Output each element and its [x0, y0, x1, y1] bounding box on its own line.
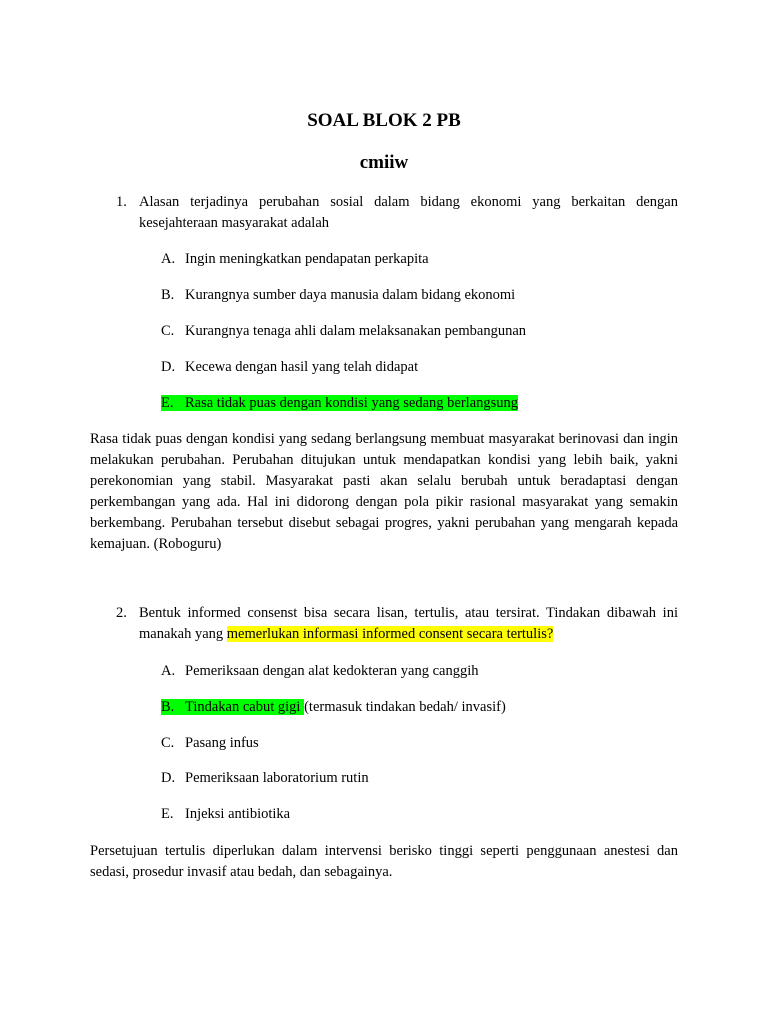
question-number: 1. — [116, 194, 127, 210]
answer-highlight — [161, 395, 518, 411]
option-text: Pemeriksaan laboratorium rutin — [185, 770, 369, 786]
option-a — [161, 249, 429, 270]
option-letter: C. — [161, 323, 175, 339]
option-letter: A. — [161, 251, 176, 267]
option-b-answer — [161, 697, 506, 718]
question-number: 2. — [116, 605, 127, 621]
document-title: SOAL BLOK 2 PB — [307, 110, 461, 131]
explanation-2: Persetujuan tertulis diperlukan dalam intervensi berisko tinggi seperti penggunaan anestesi dan sedasi, prosedur invasif atau bedah, dan sebagainya. — [90, 843, 678, 880]
option-letter: D. — [161, 770, 176, 786]
option-letter: A. — [161, 663, 176, 679]
option-text: Pasang infus — [185, 735, 259, 751]
question-text-plain: Bentuk informed consenst bisa secara lisan, tertulis, atau tersirat. Tindakan dibawah ini manakah yang — [139, 605, 678, 642]
option-text: Kurangnya tenaga ahli dalam melaksanakan pembangunan — [185, 323, 527, 339]
option-note: (termasuk tindakan bedah/ invasif) — [304, 699, 506, 715]
option-a — [161, 661, 479, 682]
question-text: Alasan terjadinya perubahan sosial dalam bidang ekonomi yang berkaitan dengan kesejahteraan masyarakat adalah — [139, 194, 678, 231]
question-1 — [116, 192, 678, 234]
option-letter: E. — [161, 806, 174, 822]
option-letter: E. — [161, 395, 174, 411]
option-c — [161, 321, 526, 342]
option-b — [161, 285, 515, 306]
document-subtitle: cmiiw — [359, 152, 409, 173]
option-letter: B. — [161, 699, 175, 715]
question-2 — [116, 603, 678, 645]
option-text: Kecewa dengan hasil yang telah didapat — [185, 359, 419, 375]
option-text: Ingin meningkatkan pendapatan perkapita — [185, 251, 429, 267]
option-e — [161, 804, 290, 825]
option-text: Tindakan cabut gigi — [185, 699, 305, 715]
explanation-1: Rasa tidak puas dengan kondisi yang sedang berlangsung membuat masyarakat berinovasi dan ingin melakukan perubahan. Perubahan ditujukan untuk mendapatkan kondisi yang lebih baik, yakni perekonomian yang stabil. Masyarakat pasti akan selalu berubah untuk beradaptasi dengan perkembangan yang ada. Hal ini didorong dengan pola pikir rasional masyarakat yang semakin berkembang. Perubahan tersebut disebut sebagai progres, yakni perubahan yang mengarah kepada kemajuan. (Roboguru) — [90, 431, 678, 552]
question-text — [139, 603, 678, 645]
option-e-answer — [161, 393, 518, 414]
option-text: Pemeriksaan dengan alat kedokteran yang canggih — [185, 663, 479, 679]
question-text-highlight: memerlukan informasi informed consent secara tertulis? — [226, 626, 554, 642]
option-letter: C. — [161, 735, 175, 751]
option-text: Kurangnya sumber daya manusia dalam bidang ekonomi — [185, 287, 516, 303]
option-d — [161, 357, 418, 378]
option-letter: B. — [161, 287, 175, 303]
option-text: Injeksi antibiotika — [185, 806, 291, 822]
option-d — [161, 768, 369, 789]
option-letter: D. — [161, 359, 176, 375]
answer-highlight — [161, 699, 304, 715]
option-text: Rasa tidak puas dengan kondisi yang sedang berlangsung — [185, 395, 519, 411]
option-c — [161, 733, 259, 754]
